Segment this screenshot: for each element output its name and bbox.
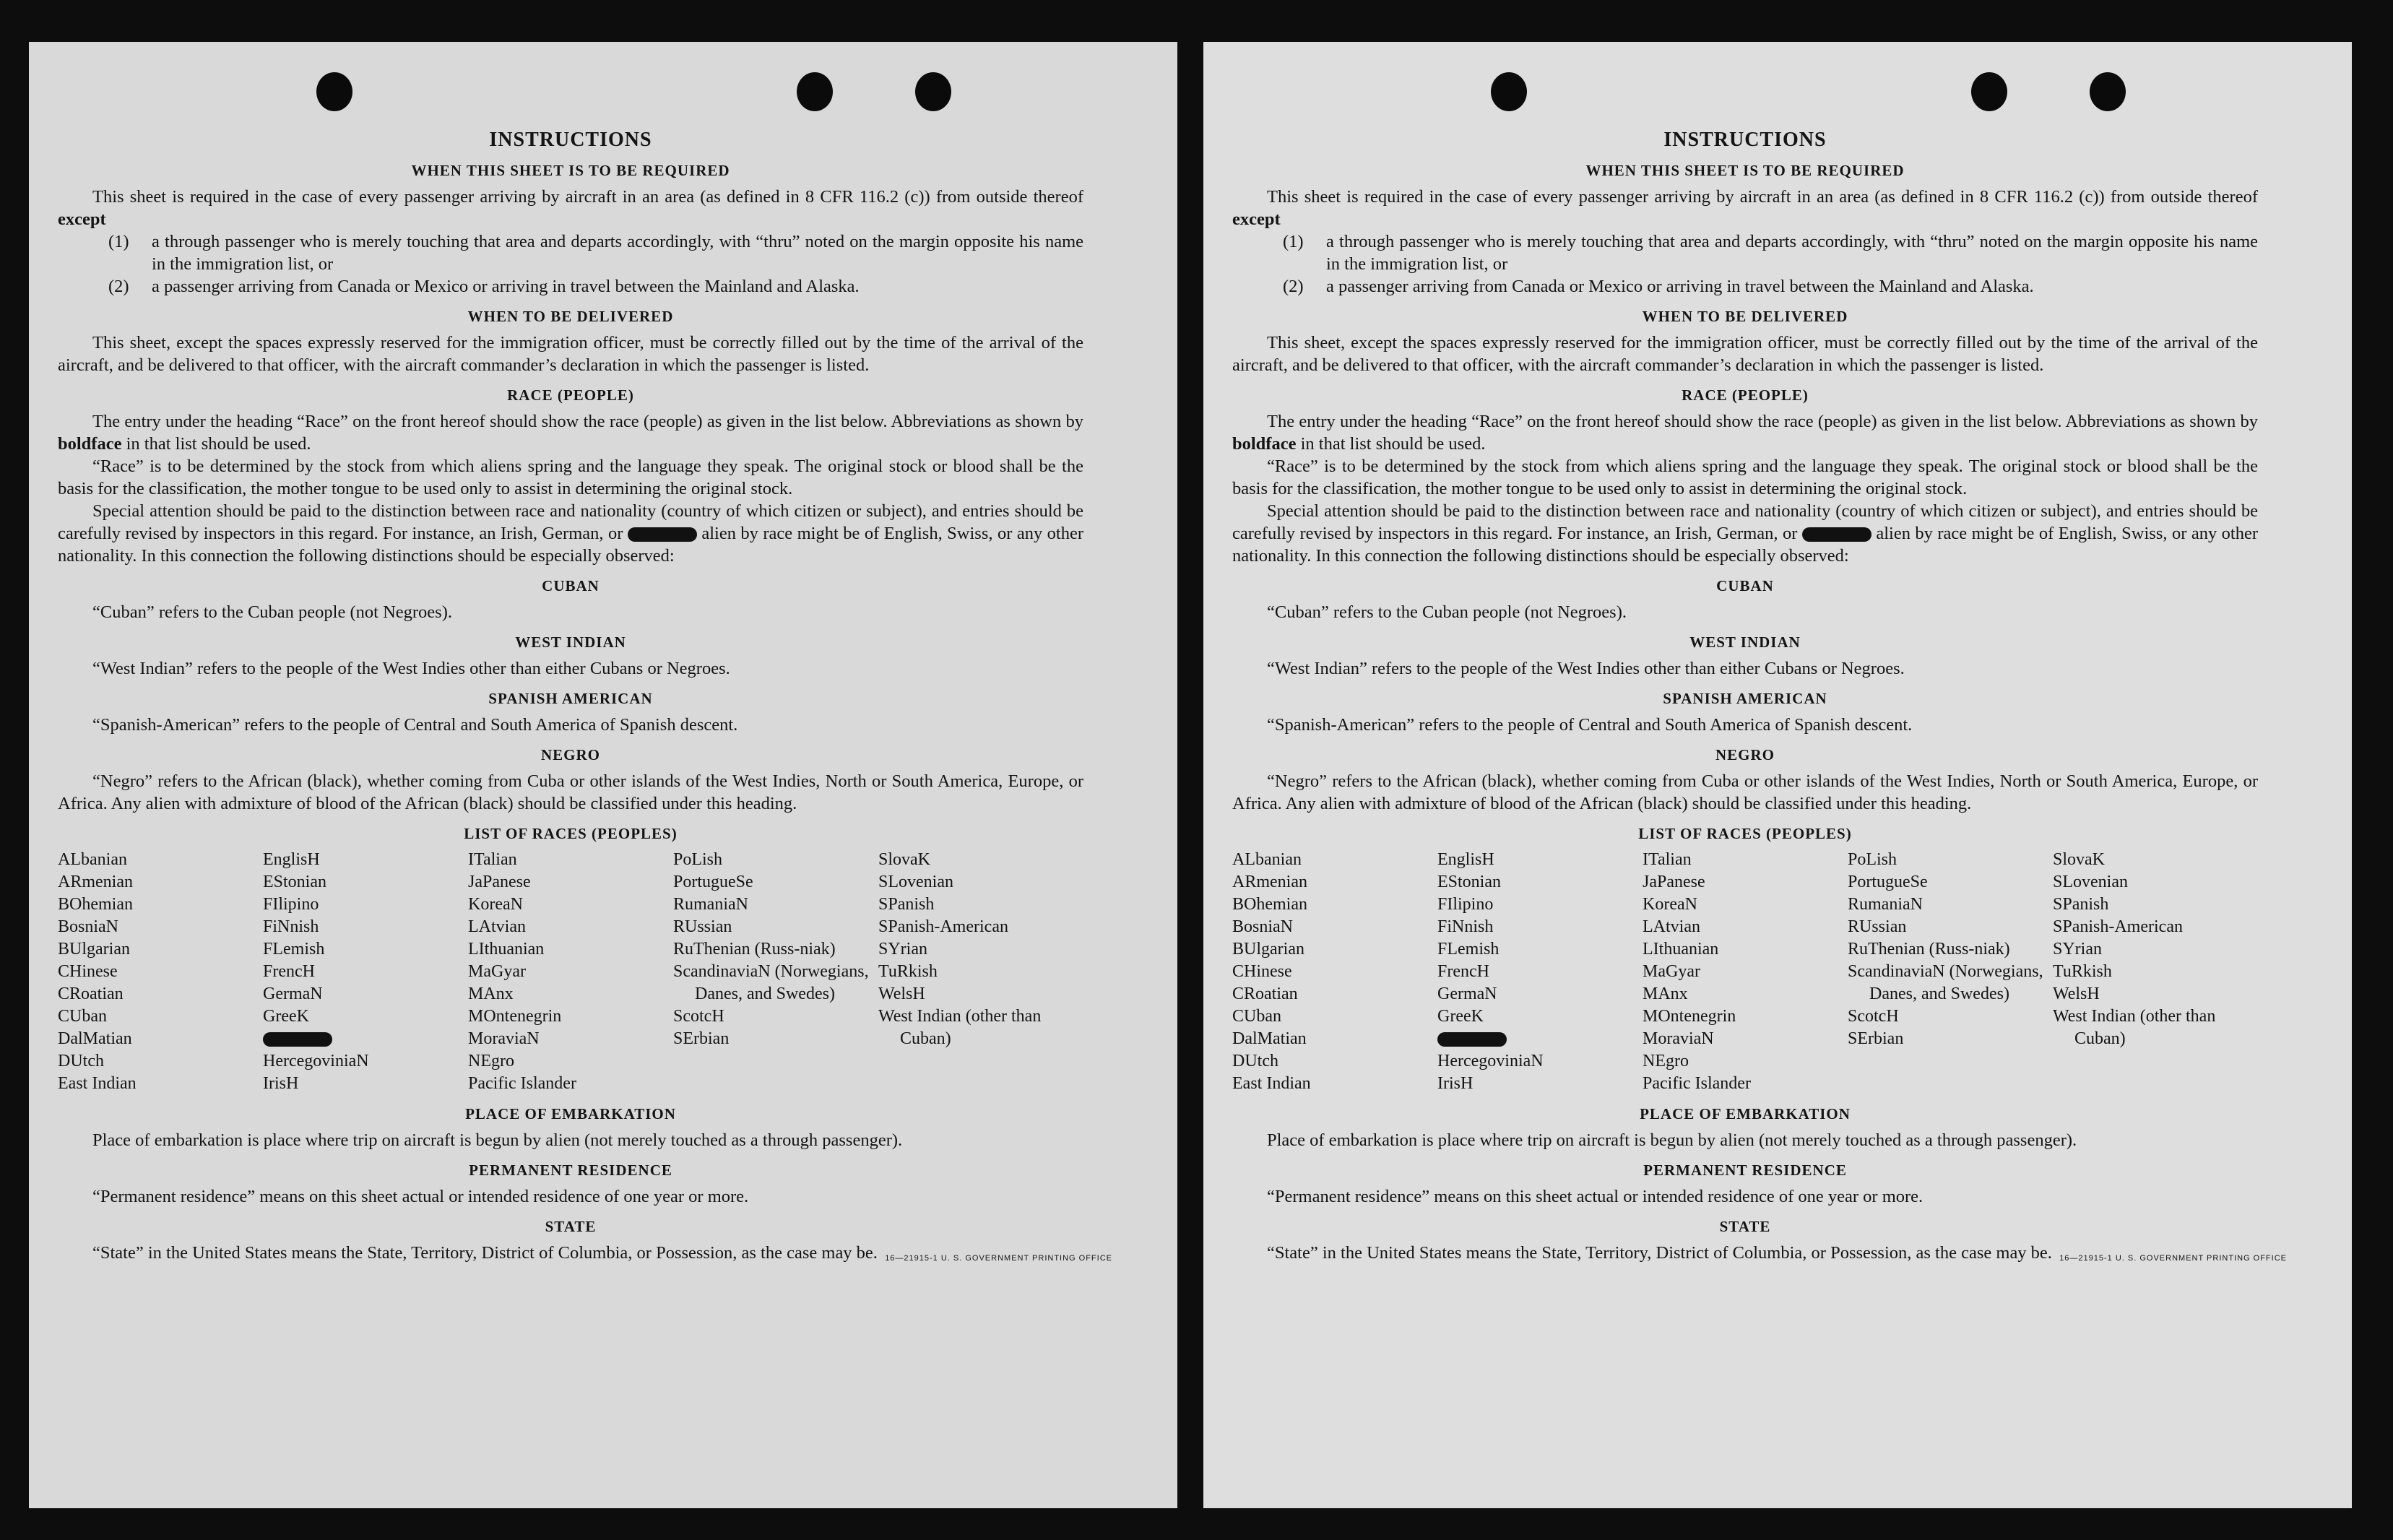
race-item: PoLish	[673, 850, 723, 869]
west-indian-paragraph: “West Indian” refers to the people of the West Indies other than either Cubans or Negroes.	[92, 659, 730, 678]
race-item: CRoatian	[1232, 985, 1298, 1003]
state-paragraph: “State” in the United States means the State, Territory, District of Columbia, or Possession, as the case may be.	[1267, 1243, 2052, 1263]
race-item: PortugueSe	[673, 873, 753, 891]
heading-place-of-embarkation: PLACE OF EMBARKATION	[1640, 1105, 1851, 1122]
race-item: JaPanese	[468, 873, 531, 891]
redaction-mark	[628, 527, 697, 542]
races-list	[1232, 849, 2258, 1095]
races-column-1	[1232, 849, 1437, 1095]
race-item: MAnx	[468, 985, 514, 1003]
heading-permanent-residence: PERMANENT RESIDENCE	[469, 1162, 672, 1179]
race-item: GreeK	[263, 1007, 309, 1026]
heading-cuban: CUBAN	[1716, 577, 1774, 594]
race-item: Pacific Islander	[1643, 1074, 1751, 1093]
race-item: SYrian	[878, 940, 927, 959]
race-item: GermaN	[263, 985, 323, 1003]
race-item: ITalian	[1643, 850, 1692, 869]
race-item: BosniaN	[1232, 917, 1293, 936]
embarkation-paragraph: Place of embarkation is place where trip on aircraft is begun by alien (not merely touched as a through passenger).	[92, 1130, 903, 1150]
race-item: GreeK	[1437, 1007, 1484, 1026]
race-item: ScotcH	[673, 1007, 724, 1026]
race-item: MoraviaN	[468, 1029, 540, 1048]
race-item: East Indian	[58, 1074, 137, 1093]
race-item: DalMatian	[58, 1029, 132, 1048]
spanish-american-paragraph: “Spanish-American” refers to the people of Central and South America of Spanish descent.	[1267, 715, 1913, 735]
race-item: EnglisH	[263, 850, 320, 869]
race-item: East Indian	[1232, 1074, 1311, 1093]
heading-west-indian: WEST INDIAN	[1689, 633, 1801, 651]
heading-when-required: WHEN THIS SHEET IS TO BE REQUIRED	[1585, 162, 1905, 179]
race-item: ScotcH	[1848, 1007, 1899, 1026]
sheet-content	[1232, 129, 2287, 1264]
race-item: SlovaK	[878, 850, 930, 869]
punch-hole	[1971, 72, 2007, 111]
race-item: KoreaN	[468, 895, 523, 914]
race-item: LIthuanian	[1643, 940, 1719, 959]
race-item: SYrian	[2053, 940, 2102, 959]
heading-race: RACE (PEOPLE)	[507, 386, 634, 404]
race-item: KoreaN	[1643, 895, 1697, 914]
races-column-5	[878, 849, 1083, 1095]
heading-when-delivered: WHEN TO BE DELIVERED	[1642, 308, 1848, 325]
heading-state: STATE	[1719, 1218, 1771, 1235]
race-item: PortugueSe	[1848, 873, 1928, 891]
footer-line	[1232, 1242, 2287, 1264]
race-item: MOntenegrin	[468, 1007, 562, 1026]
race-item: MoraviaN	[1643, 1029, 1714, 1048]
heading-list-of-races: LIST OF RACES (PEOPLES)	[464, 825, 678, 842]
residence-paragraph: “Permanent residence” means on this sheet actual or intended residence of one year or more.	[92, 1187, 749, 1206]
race-item: Pacific Islander	[468, 1074, 576, 1093]
race-item: MAnx	[1643, 985, 1688, 1003]
race-item: BosniaN	[58, 917, 118, 936]
race-item: WelsH	[878, 985, 925, 1003]
race-item: ITalian	[468, 850, 517, 869]
heading-place-of-embarkation: PLACE OF EMBARKATION	[465, 1105, 676, 1122]
race-item: West Indian (other than Cuban)	[2053, 1007, 2216, 1048]
race-item: West Indian (other than Cuban)	[878, 1007, 1042, 1048]
races-column-2	[1437, 849, 1643, 1095]
instruction-sheet-left	[29, 42, 1177, 1508]
punch-hole	[797, 72, 833, 111]
race-item: NEgro	[468, 1052, 514, 1070]
race-item: CHinese	[1232, 962, 1292, 981]
race-item-redacted	[263, 1028, 468, 1050]
race-item: NEgro	[1643, 1052, 1689, 1070]
race-item: PoLish	[1848, 850, 1897, 869]
race-item: FrencH	[1437, 962, 1489, 981]
race-paragraph-2: “Race” is to be determined by the stock from which aliens spring and the language they speak. The original stock or blood shall be the basis for the classification, the mother tongue to be used only to assist in determining the original stock.	[1232, 457, 2258, 498]
races-column-4	[673, 849, 878, 1095]
sheet-title: INSTRUCTIONS	[1663, 129, 1827, 151]
redaction-mark	[1437, 1032, 1507, 1047]
race-item: SPanish	[878, 895, 935, 914]
race-item: SErbian	[1848, 1029, 1904, 1048]
races-list	[58, 849, 1083, 1095]
race-item: SPanish-American	[2053, 917, 2183, 936]
race-item: DUtch	[58, 1052, 104, 1070]
race-item: CUban	[58, 1007, 107, 1026]
punch-hole	[915, 72, 951, 111]
print-code: 16—21915-1 U. S. GOVERNMENT PRINTING OFFICE	[2059, 1254, 2287, 1263]
exception-item: (2) a passenger arriving from Canada or Mexico or arriving in travel between the Mainland and Alaska.	[108, 277, 860, 296]
print-code: 16—21915-1 U. S. GOVERNMENT PRINTING OFFICE	[885, 1254, 1112, 1263]
race-item: RumaniaN	[673, 895, 748, 914]
race-item: RUssian	[673, 917, 732, 936]
race-item: FiNnish	[263, 917, 319, 936]
race-item: FrencH	[263, 962, 315, 981]
delivered-paragraph: This sheet, except the spaces expressly reserved for the immigration officer, must be correctly filled out by the time of the arrival of the aircraft, and be delivered to that officer, with the aircraft commander’s declaration in which the passenger is listed.	[1232, 333, 2258, 375]
required-paragraph: This sheet is required in the case of every passenger arriving by aircraft in an area (as defined in 8 CFR 116.2 (c)) from outside thereof except	[1232, 187, 2258, 229]
race-item: BOhemian	[1232, 895, 1307, 914]
race-item: GermaN	[1437, 985, 1497, 1003]
race-item: BUlgarian	[58, 940, 130, 959]
race-item: ARmenian	[58, 873, 133, 891]
race-item: RUssian	[1848, 917, 1907, 936]
heading-west-indian: WEST INDIAN	[515, 633, 626, 651]
heading-spanish-american: SPANISH AMERICAN	[1663, 690, 1827, 707]
race-item: RuThenian (Russ-niak)	[673, 940, 836, 959]
race-item: SLovenian	[2053, 873, 2128, 891]
embarkation-paragraph: Place of embarkation is place where trip on aircraft is begun by alien (not merely touched as a through passenger).	[1267, 1130, 2077, 1150]
redaction-mark	[1802, 527, 1871, 542]
race-item: BOhemian	[58, 895, 133, 914]
heading-spanish-american: SPANISH AMERICAN	[488, 690, 653, 707]
sheet-content	[58, 129, 1112, 1264]
race-item: FLemish	[263, 940, 325, 959]
races-column-2	[263, 849, 468, 1095]
race-item: SPanish	[2053, 895, 2109, 914]
race-item: SPanish-American	[878, 917, 1008, 936]
race-paragraph-3: Special attention should be paid to the distinction between race and nationality (country of which citizen or subject), and entries should be carefully revised by inspectors in this regard. For instance, an Irish, German, or alien by race might be of English, Swiss, or any other nationality. In this connection the following distinctions should be especially observed:	[58, 501, 1083, 566]
race-item: RuThenian (Russ-niak)	[1848, 940, 2010, 959]
race-paragraph-1: The entry under the heading “Race” on the front hereof should show the race (people) as given in the list below. Abbreviations as shown by boldface in that list should be used.	[58, 412, 1083, 454]
race-item: JaPanese	[1643, 873, 1705, 891]
race-item: ALbanian	[1232, 850, 1302, 869]
race-item: TuRkish	[2053, 962, 2112, 981]
race-item: MOntenegrin	[1643, 1007, 1736, 1026]
race-item: HercegoviniaN	[1437, 1052, 1544, 1070]
race-item: BUlgarian	[1232, 940, 1304, 959]
negro-paragraph: “Negro” refers to the African (black), whether coming from Cuba or other islands of the West Indies, North or South America, Europe, or Africa. Any alien with admixture of blood of the African (black) should be classified under this heading.	[1232, 771, 2258, 813]
race-item: LIthuanian	[468, 940, 545, 959]
cuban-paragraph: “Cuban” refers to the Cuban people (not Negroes).	[92, 602, 452, 622]
spanish-american-paragraph: “Spanish-American” refers to the people of Central and South America of Spanish descent.	[92, 715, 738, 735]
race-item: SlovaK	[2053, 850, 2105, 869]
race-item: MaGyar	[468, 962, 526, 981]
heading-state: STATE	[545, 1218, 597, 1235]
race-item: EnglisH	[1437, 850, 1494, 869]
race-item: ScandinaviaN (Norwegians, Danes, and Swedes)	[1848, 962, 2043, 1003]
race-item: CRoatian	[58, 985, 124, 1003]
race-item: FiNnish	[1437, 917, 1494, 936]
delivered-paragraph: This sheet, except the spaces expressly reserved for the immigration officer, must be correctly filled out by the time of the arrival of the aircraft, and be delivered to that officer, with the aircraft commander’s declaration in which the passenger is listed.	[58, 333, 1083, 375]
race-paragraph-1: The entry under the heading “Race” on the front hereof should show the race (people) as given in the list below. Abbreviations as shown by boldface in that list should be used.	[1232, 412, 2258, 454]
race-item: FIlipino	[1437, 895, 1494, 914]
heading-when-delivered: WHEN TO BE DELIVERED	[467, 308, 674, 325]
race-item: RumaniaN	[1848, 895, 1923, 914]
punch-hole	[2090, 72, 2126, 111]
race-item: EStonian	[1437, 873, 1501, 891]
heading-race: RACE (PEOPLE)	[1682, 386, 1809, 404]
race-item: CUban	[1232, 1007, 1281, 1026]
punch-hole	[316, 72, 352, 111]
race-item: MaGyar	[1643, 962, 1700, 981]
heading-cuban: CUBAN	[542, 577, 600, 594]
heading-when-required: WHEN THIS SHEET IS TO BE REQUIRED	[411, 162, 730, 179]
negro-paragraph: “Negro” refers to the African (black), whether coming from Cuba or other islands of the West Indies, North or South America, Europe, or Africa. Any alien with admixture of blood of the African (black) should be classified under this heading.	[58, 771, 1083, 813]
sheet-title: INSTRUCTIONS	[489, 129, 652, 151]
races-column-4	[1848, 849, 2053, 1095]
race-item: ALbanian	[58, 850, 127, 869]
heading-list-of-races: LIST OF RACES (PEOPLES)	[1638, 825, 1852, 842]
instruction-sheet-right	[1203, 42, 2352, 1508]
race-item: FLemish	[1437, 940, 1500, 959]
race-item: SErbian	[673, 1029, 730, 1048]
race-item: IrisH	[263, 1074, 299, 1093]
race-item-redacted	[1437, 1028, 1643, 1050]
race-paragraph-3: Special attention should be paid to the distinction between race and nationality (country of which citizen or subject), and entries should be carefully revised by inspectors in this regard. For instance, an Irish, German, or alien by race might be of English, Swiss, or any other nationality. In this connection the following distinctions should be especially observed:	[1232, 501, 2258, 566]
heading-negro: NEGRO	[540, 746, 600, 763]
race-paragraph-2: “Race” is to be determined by the stock from which aliens spring and the language they speak. The original stock or blood shall be the basis for the classification, the mother tongue to be used only to assist in determining the original stock.	[58, 457, 1083, 498]
footer-line	[58, 1242, 1112, 1264]
state-paragraph: “State” in the United States means the State, Territory, District of Columbia, or Possession, as the case may be.	[92, 1243, 878, 1263]
race-item: FIlipino	[263, 895, 319, 914]
race-item: LAtvian	[468, 917, 526, 936]
race-item: DalMatian	[1232, 1029, 1307, 1048]
race-item: WelsH	[2053, 985, 2100, 1003]
race-item: ScandinaviaN (Norwegians, Danes, and Swedes)	[673, 962, 869, 1003]
cuban-paragraph: “Cuban” refers to the Cuban people (not Negroes).	[1267, 602, 1627, 622]
exception-item: (2) a passenger arriving from Canada or Mexico or arriving in travel between the Mainland and Alaska.	[1283, 277, 2034, 296]
races-column-5	[2053, 849, 2258, 1095]
race-item: ARmenian	[1232, 873, 1307, 891]
heading-negro: NEGRO	[1715, 746, 1775, 763]
exception-item: (1) a through passenger who is merely touching that area and departs accordingly, with “thru” noted on the margin opposite his name in the immigration list, or	[108, 232, 1083, 274]
race-item: EStonian	[263, 873, 326, 891]
races-column-3	[468, 849, 673, 1095]
race-item: SLovenian	[878, 873, 953, 891]
race-item: LAtvian	[1643, 917, 1700, 936]
required-paragraph: This sheet is required in the case of every passenger arriving by aircraft in an area (as defined in 8 CFR 116.2 (c)) from outside thereof except	[58, 187, 1083, 229]
exceptions-list	[58, 230, 1083, 298]
race-item: TuRkish	[878, 962, 938, 981]
punch-hole	[1491, 72, 1527, 111]
exception-item: (1) a through passenger who is merely touching that area and departs accordingly, with “thru” noted on the margin opposite his name in the immigration list, or	[1283, 232, 2258, 274]
race-item: HercegoviniaN	[263, 1052, 369, 1070]
residence-paragraph: “Permanent residence” means on this sheet actual or intended residence of one year or more.	[1267, 1187, 1924, 1206]
heading-permanent-residence: PERMANENT RESIDENCE	[1643, 1162, 1847, 1179]
race-item: DUtch	[1232, 1052, 1278, 1070]
redaction-mark	[263, 1032, 332, 1047]
races-column-1	[58, 849, 263, 1095]
exceptions-list	[1232, 230, 2258, 298]
race-item: IrisH	[1437, 1074, 1474, 1093]
races-column-3	[1643, 849, 1848, 1095]
race-item: CHinese	[58, 962, 118, 981]
west-indian-paragraph: “West Indian” refers to the people of the West Indies other than either Cubans or Negroes.	[1267, 659, 1905, 678]
